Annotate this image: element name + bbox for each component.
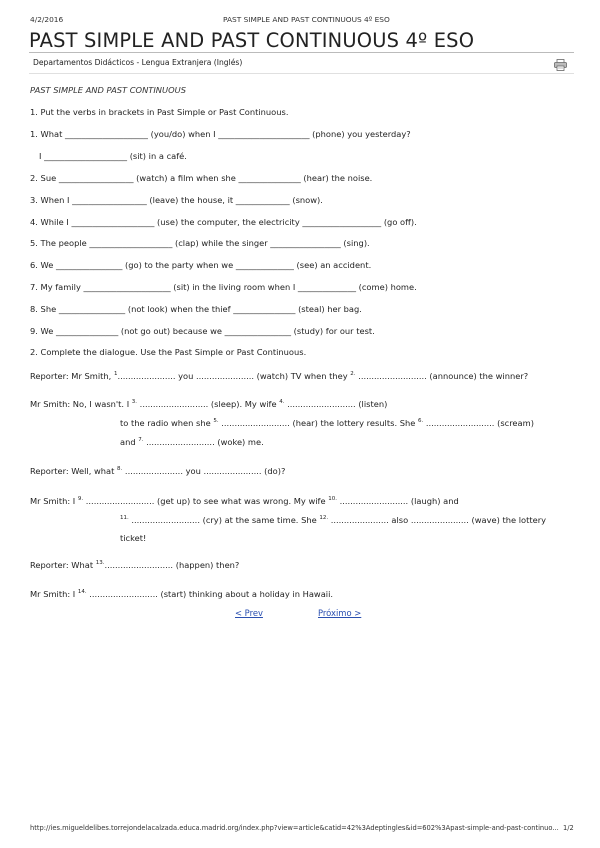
dialogue-line: Mr Smith: I $^{14.}$ .......................... (start) thinking about a holiday in Hawaii. <box>30 589 334 599</box>
title-divider <box>29 52 574 53</box>
exercise1-line-2: 2. Sue __________________ (watch) a film when she _______________ (hear) the noise. <box>30 173 373 183</box>
dialogue-line: and $^{7.}$ .......................... (woke) me. <box>120 437 264 447</box>
dialogue-line: to the radio when she $^{5.}$ .......................... (hear) the lottery results. She $^{6.}$ .......................... (scream) <box>120 418 534 428</box>
exercise1-line-5: 5. The people ____________________ (clap) while the singer _________________ (sing). <box>30 238 370 248</box>
dialogue-line: Mr Smith: No, I wasn't. I $^{3.}$ .......................... (sleep). My wife $^{4.}$ .......................... (listen) <box>30 399 388 409</box>
footer-page-number: 1/2 <box>563 824 574 832</box>
exercise1-line-6: 6. We ________________ (go) to the party when we ______________ (see) an accident. <box>30 260 372 270</box>
printer-icon[interactable] <box>554 59 567 71</box>
dialogue-line: Mr Smith: I $^{9.}$ .......................... (get up) to see what was wrong. My wife $^{10.}$ .......................... (laugh) and <box>30 496 459 506</box>
exercise1-line-3: 3. When I __________________ (leave) the house, it _____________ (snow). <box>30 195 323 205</box>
dialogue-line: ticket! <box>120 533 147 543</box>
page-title: PAST SIMPLE AND PAST CONTINUOUS 4º ESO <box>29 29 475 52</box>
dialogue-line: $^{11.}$ .......................... (cry) at the same time. She $^{12.}$ ...................... also ...................... (wave) the lottery <box>120 515 547 525</box>
department-label: Departamentos Didácticos - Lengua Extranjera (Inglés) <box>33 58 243 67</box>
exercise2-instruction: 2. Complete the dialogue. Use the Past Simple or Past Continuous. <box>30 347 307 357</box>
exercise1-line-1b: I ____________________ (sit) in a café. <box>39 151 187 161</box>
subheader-divider <box>29 73 574 74</box>
header-title: PAST SIMPLE AND PAST CONTINUOUS 4º ESO <box>223 15 390 24</box>
exercise1-line-8: 8. She ________________ (not look) when the thief _______________ (steal) her bag. <box>30 304 362 314</box>
dialogue-line: Reporter: Mr Smith, $^1$...................... you ...................... (watch) TV when they $^{2.}$ .......................... (announce) the winner? <box>30 371 529 381</box>
exercise1-line-4: 4. While I ____________________ (use) the computer, the electricity ___________________ (go off). <box>30 217 417 227</box>
dialogue-line: Reporter: What $^{13.}$.......................... (happen) then? <box>30 560 240 570</box>
header-date: 4/2/2016 <box>30 15 64 24</box>
next-link[interactable]: Próximo > <box>318 608 362 618</box>
footer-url: http://ies.migueldelibes.torrejondelacalzada.educa.madrid.org/index.php?view=article&catid=42%3Adeptingles&id=602%3Apast-simple-and-past-continuo... <box>30 824 559 832</box>
exercise1-line-9: 9. We _______________ (not go out) because we ________________ (study) for our test. <box>30 326 375 336</box>
section-title: PAST SIMPLE AND PAST CONTINUOUS <box>30 85 186 95</box>
prev-link[interactable]: < Prev <box>235 608 263 618</box>
exercise1-line-1: 1. What ____________________ (you/do) when I ______________________ (phone) you yesterday? <box>30 129 411 139</box>
exercise1-line-7: 7. My family _____________________ (sit) in the living room when I ______________ (come) home. <box>30 282 417 292</box>
dialogue-line: Reporter: Well, what $^{8.}$ ...................... you ...................... (do)? <box>30 466 286 476</box>
exercise1-instruction: 1. Put the verbs in brackets in Past Simple or Past Continuous. <box>30 107 289 117</box>
